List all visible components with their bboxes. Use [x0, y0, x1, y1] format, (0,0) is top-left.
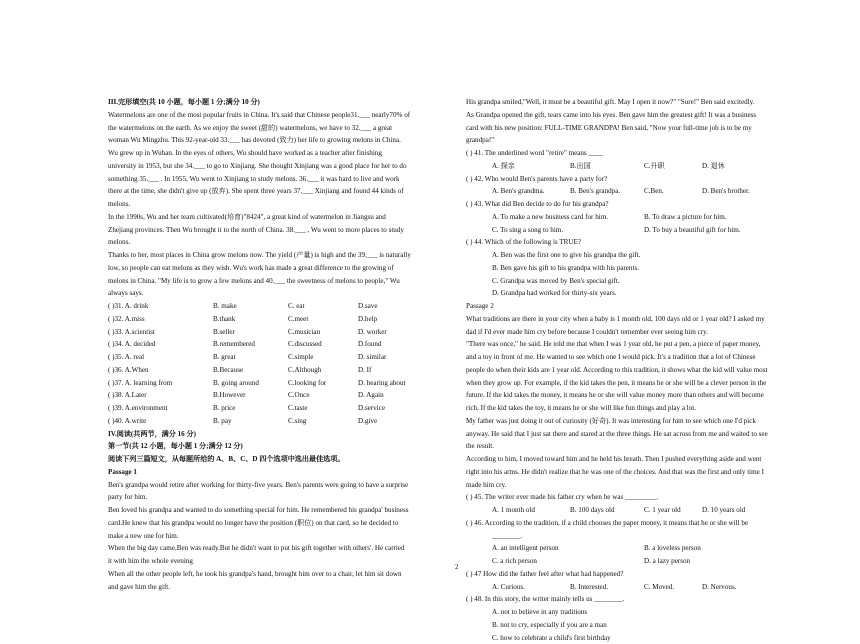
answer-options-row: [108, 402, 452, 415]
answer-option: B. To draw a picture for him.: [644, 211, 727, 224]
answer-options-row: [108, 389, 452, 402]
left-column: [108, 96, 452, 593]
answer-option: C.meet: [288, 313, 308, 326]
answer-option: ( )36. A.When: [108, 364, 149, 377]
answer-option: C. a rich person: [492, 555, 537, 568]
answer-option: C. 1 year old: [644, 504, 681, 517]
text-line: A. not to believe in any traditions: [466, 606, 792, 619]
section-heading: III.完形填空(共 10 小题，每小题 1 分;满分 10 分): [108, 96, 452, 109]
section-heading: 阅读下列三篇短文，从每题所给的 A、B、C、D 四个选项中选出最佳选项。: [108, 453, 452, 466]
answer-options-row: [466, 504, 792, 517]
text-line: ( ) 47 How did the father feel after what had happened?: [466, 568, 792, 581]
answer-option: ( )40. A.write: [108, 415, 146, 428]
answer-option: A. an intelligent person: [492, 542, 559, 555]
answer-option: C.sing: [288, 415, 306, 428]
text-line: low, so people can eat melons as they wish. Wu's work has made a great difference to the growing of: [108, 262, 452, 275]
answer-options-row: [466, 581, 792, 594]
text-line: A. Ben was the first one to give his grandpa the gift.: [466, 249, 792, 262]
text-line: B. Ben gave his gift to his grandpa with his parents.: [466, 262, 792, 275]
section-heading: Passage 1: [108, 466, 452, 479]
answer-option: B. a loveless person: [644, 542, 701, 555]
answer-option: B.出国: [570, 160, 591, 173]
answer-options-row: [466, 185, 792, 198]
answer-options-row: [466, 160, 792, 173]
text-line: right into his arms. He didn't realize that he was one of the choices. And that was the first and only time I: [466, 466, 792, 479]
text-line: melons in China. "My life is to grow a few melons and 40.___ the sweetness of melons to people," Wu: [108, 275, 452, 288]
answer-option: ( )35. A. real: [108, 351, 144, 364]
text-line: When the big day came,Ben was ready.But he didn't want to put his gift together with others'. He carried: [108, 542, 452, 555]
text-line: and gave him the gift.: [108, 581, 452, 594]
text-line: melons.: [108, 198, 452, 211]
answer-options-row: [108, 313, 452, 326]
answer-option: D.help: [358, 313, 377, 326]
answer-option: C. eat: [288, 300, 305, 313]
answer-option: B.Because: [213, 364, 243, 377]
text-line: future. If the kid takes the money, it means he or she will value money more than others and will become: [466, 389, 792, 402]
answer-option: A. To make a new business card for him.: [492, 211, 608, 224]
answer-option: ( )34. A. decided: [108, 338, 155, 351]
answer-option: B.However: [213, 389, 246, 402]
answer-option: C.musician: [288, 326, 320, 339]
text-line: Ben loved his grandpa and wanted to do something special for him. He remembered his grandpa' business: [108, 504, 452, 517]
right-column: [466, 96, 792, 644]
answer-option: ( )31. A. drink: [108, 300, 148, 313]
answer-option: D.service: [358, 402, 385, 415]
text-line: What traditions are there in your city when a baby is 1 month old, 100 days old or 1 year old? I asked my: [466, 313, 792, 326]
text-line: the result.: [466, 440, 792, 453]
answer-option: B. going around: [213, 377, 259, 390]
answer-option: D. similar: [358, 351, 386, 364]
text-line: His grandpa smiled,"Well, it must be a beautiful gift. May I open it now?" "Sure!" Ben said excitedly.: [466, 96, 792, 109]
answer-options-row: [108, 300, 452, 313]
text-line: Thanks to her, most places in China grow melons now. The yield (产量) is high and the 39.___ is naturally: [108, 249, 452, 262]
text-line: card.He knew that his grandpa would no longer have the position (职位) on that card, so he decided to: [108, 517, 452, 530]
answer-option: D.give: [358, 415, 377, 428]
text-line: grandpa!": [466, 134, 792, 147]
answer-option: C.Although: [288, 364, 321, 377]
answer-option: B. Ben's grandpa.: [570, 185, 620, 198]
text-line: When all the other people left, he took his grandpa's hand, brought him over to a chair, let him sit down: [108, 568, 452, 581]
answer-options-row: [466, 542, 792, 555]
text-line: ( ) 41. The underlined word "retire" means ____: [466, 147, 792, 160]
answer-option: A. Ben's grandma.: [492, 185, 545, 198]
answer-option: A. 1 month old: [492, 504, 535, 517]
answer-option: A. Curious.: [492, 581, 525, 594]
answer-option: C.Once: [288, 389, 309, 402]
answer-option: B.thank: [213, 313, 235, 326]
answer-option: B.remembered: [213, 338, 255, 351]
answer-option: ( )38. A.Later: [108, 389, 147, 402]
answer-option: ( )37. A. learning from: [108, 377, 172, 390]
section-heading: IV.阅读(共两节，满分 16 分): [108, 428, 452, 441]
answer-option: B. pay: [213, 415, 232, 428]
answer-options-row: [108, 415, 452, 428]
answer-option: C.discussed: [288, 338, 322, 351]
text-line: make a new one for him.: [108, 530, 452, 543]
text-line: anyway. He said that I just sat there and stared at the three things. He sat across from me and waited to see: [466, 428, 792, 441]
text-line: D. Grandpa had worked for thirty-six years.: [466, 287, 792, 300]
answer-options-row: [466, 211, 792, 224]
text-line: According to him, I moved toward him and he held his breath. Then I pushed everything aside and went: [466, 453, 792, 466]
text-line: ( ) 42. Who would Ben's parents have a party for?: [466, 173, 792, 186]
answer-option: B.seller: [213, 326, 235, 339]
text-line: the watermelons on the earth. As we enjoy the sweet (甜的) watermelons, we have to 32.___ a great: [108, 122, 452, 135]
text-line: there at the time, she didn't give up (放弃). She spent three years 37.___ Xinjiang and found 44 kinds of: [108, 185, 452, 198]
text-line: something 35.___ . In 1955, Wu went to Xinjiang to study melons. 36.___ it was hard to live and work: [108, 173, 452, 186]
answer-option: B. make: [213, 300, 237, 313]
answer-option: D. 10 years old: [702, 504, 745, 517]
answer-option: ( )33. A.scientist: [108, 326, 155, 339]
text-line: made him cry.: [466, 479, 792, 492]
answer-option: D. Ben's brother.: [702, 185, 750, 198]
text-line: woman Wu Mingzhu. This 92-year-old 33.___ has devoted (致力) her life to growing melons in China.: [108, 134, 452, 147]
answer-option: D. If: [358, 364, 371, 377]
text-line: In the 1990s, Wu and her team cultivated(培育)"8424", a great kind of watermelon in Jiangsu and: [108, 211, 452, 224]
text-line: rich. If the kid takes the toy, it means he or she will like fun things and play a lot.: [466, 402, 792, 415]
answer-options-row: [466, 224, 792, 237]
answer-option: C.simple: [288, 351, 313, 364]
text-line: Watermelons are one of the most popular fruits in China. It's said that Chinese people31.___ nearly70% of: [108, 109, 452, 122]
answer-option: D.save: [358, 300, 378, 313]
answer-option: A. 探亲: [492, 160, 515, 173]
text-line: melons.: [108, 236, 452, 249]
text-line: Zhejiang provinces. Then Wu brought it to the north of China. 38.___ , Wu went to more places to study: [108, 224, 452, 237]
text-line: ( ) 48. In this story, the writer mainly tells us ________.: [466, 593, 792, 606]
text-line: party for him.: [108, 491, 452, 504]
text-line: it with him the whole evening: [108, 555, 452, 568]
answer-option: ( )39. A.environment: [108, 402, 168, 415]
answer-option: D. Again: [358, 389, 384, 402]
text-line: university in 1953, but she 34.___ to go to Xinjiang. She thought Xinjiang was a good place for her to do: [108, 160, 452, 173]
text-line: dad if I'd ever made him cry before because I couldn't remember ever seeing him cry.: [466, 326, 792, 339]
answer-option: D. a lazy person: [644, 555, 690, 568]
text-line: B. not to cry, especially if you are a man: [466, 619, 792, 632]
answer-options-row: [108, 364, 452, 377]
answer-options-row: [108, 338, 452, 351]
answer-option: D.found: [358, 338, 381, 351]
answer-option: B. price: [213, 402, 235, 415]
text-line: ( ) 45. The writer ever made his father cry when he was _________.: [466, 491, 792, 504]
answer-options-row: [466, 555, 792, 568]
answer-options-row: [108, 377, 452, 390]
answer-option: D. hearing about: [358, 377, 405, 390]
answer-option: B. great: [213, 351, 235, 364]
text-line: ________.: [466, 530, 792, 543]
answer-option: C.Ben.: [644, 185, 664, 198]
text-line: card with his new position: FULL-TIME GRANDPA! Ben said, "Now your full-time job is to be my: [466, 122, 792, 135]
answer-option: D. 退休: [702, 160, 725, 173]
text-line: Wu grew up in Wuhan. In the eyes of others, Wu should have worked as a teacher after finishing: [108, 147, 452, 160]
text-line: and a toy in front of me. He wanted to see which one I would pick. It's a tradition that a lot of Chinese: [466, 351, 792, 364]
text-line: Passage 2: [466, 300, 792, 313]
answer-option: B. Interested.: [570, 581, 608, 594]
text-line: C. Grandpa was moved by Ben's special gift.: [466, 275, 792, 288]
text-line: As Grandpa opened the gift, tears came into his eyes. Ben gave him the greatest gift! It was a business: [466, 109, 792, 122]
page-number: 2: [455, 563, 459, 571]
text-line: Ben's grandpa would retire after working for thirty-five years. Ben's parents were going to have a surprise: [108, 479, 452, 492]
answer-option: B. 100 days old: [570, 504, 615, 517]
text-line: ( ) 43. What did Ben decide to do for his grandpa?: [466, 198, 792, 211]
answer-option: C.taste: [288, 402, 308, 415]
text-line: My father was just doing it out of curiosity (好奇). It was interesting for him to see which one I'd pick: [466, 415, 792, 428]
text-line: "There was once," he said. He told me that when I was 1 year old, he put a pen, a piece of paper money,: [466, 338, 792, 351]
section-heading: 第一节(共 12 小题，每小题 1 分;满分 12 分): [108, 440, 452, 453]
answer-option: ( )32. A.miss: [108, 313, 145, 326]
answer-option: D. Nervous.: [702, 581, 736, 594]
answer-option: D. To buy a beautiful gift for him.: [644, 224, 741, 237]
text-line: ( ) 46. According to the tradition, if a child chooses the paper money, it means that he or she will be: [466, 517, 792, 530]
text-line: always says.: [108, 287, 452, 300]
answer-option: C. To sing a song to him.: [492, 224, 563, 237]
answer-options-row: [108, 351, 452, 364]
answer-option: C.looking for: [288, 377, 326, 390]
answer-option: C. Moved.: [644, 581, 674, 594]
answer-option: D. worker: [358, 326, 387, 339]
text-line: when they grow up. For example, if the kid takes the pen, it means he or she will be a clever person in the: [466, 377, 792, 390]
text-line: C. how to celebrate a child's first birthday: [466, 632, 792, 644]
text-line: people do when their kids are 1 year old. According to this tradition, it shows what the kid will value most: [466, 364, 792, 377]
answer-options-row: [108, 326, 452, 339]
text-line: ( ) 44. Which of the following is TRUE?: [466, 236, 792, 249]
answer-option: C.升职: [644, 160, 665, 173]
